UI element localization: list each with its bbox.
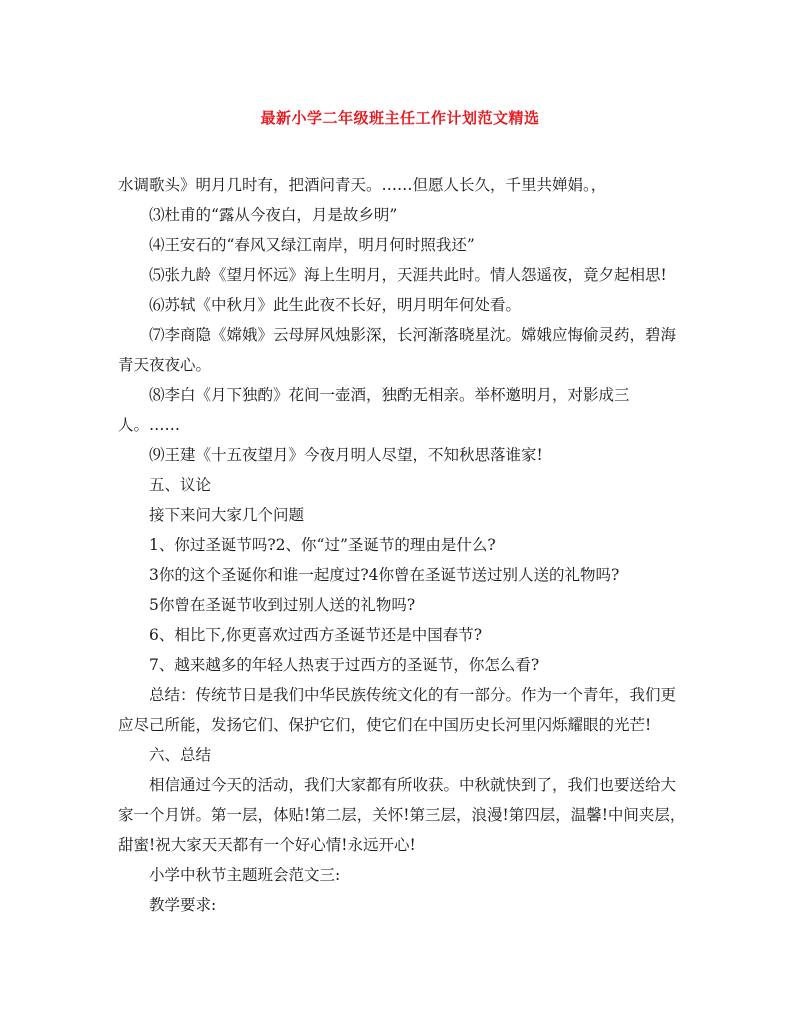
document-title: 最新小学二年级班主任工作计划范文精选 xyxy=(260,109,540,127)
paragraph-zhangjiuling: ⑸张九龄《望月怀远》海上生明月，天涯共此时。情人怨遥夜，竟夕起相思! xyxy=(149,266,667,284)
section-heading-discussion: 五、议论 xyxy=(149,476,212,494)
paragraph-wangjian: ⑼王建《十五夜望月》今夜月明人尽望，不知秋思落谁家! xyxy=(149,446,543,464)
question-3-4: 3你的这个圣诞你和谁一起度过?4你曾在圣诞节送过别人送的礼物吗? xyxy=(149,566,620,584)
document-body xyxy=(118,170,688,920)
section-heading-summary: 六、总结 xyxy=(149,746,212,764)
paragraph-sample-three-title: 小学中秋节主题班会范文三: xyxy=(149,866,341,884)
paragraph-questions-intro: 接下来问大家几个问题 xyxy=(149,506,305,524)
paragraph-libai: ⑻李白《月下独酌》花间一壶酒，独酌无相亲。举杯邀明月，对影成三人。…… xyxy=(118,386,630,434)
paragraph-sushi: ⑹苏轼《中秋月》此生此夜不长好，明月明年何处看。 xyxy=(149,296,522,314)
paragraph-wanganshi: ⑷王安石的“春风又绿江南岸，明月何时照我还” xyxy=(149,236,475,254)
paragraph-teaching-requirements: 教学要求: xyxy=(149,896,217,914)
paragraph-closing: 相信通过今天的活动，我们大家都有所收获。中秋就快到了，我们也要送给大家一个月饼。第一层，体贴!第二层，关怀!第三层，浪漫!第四层，温馨!中间夹层，甜蜜!祝大家天天都有一个好心情!永远开心! xyxy=(118,776,686,854)
paragraph-lishangyin: ⑺李商隐《嫦娥》云母屏风烛影深，长河渐落晓星沈。嫦娥应悔偷灵药，碧海青天夜夜心。 xyxy=(118,326,677,374)
question-6: 6、相比下,你更喜欢过西方圣诞节还是中国春节? xyxy=(149,626,483,644)
paragraph-dufu: ⑶杜甫的“露从今夜白，月是故乡明” xyxy=(149,206,398,224)
paragraph-poem-shuidiao: 水调歌头》明月几时有，把酒问青天。……但愿人长久，千里共婵娟。， xyxy=(118,176,607,194)
question-7: 7、越来越多的年轻人热衷于过西方的圣诞节，你怎么看? xyxy=(149,656,540,674)
question-1-2: 1、你过圣诞节吗?2、你“过”圣诞节的理由是什么? xyxy=(149,536,496,554)
paragraph-discussion-summary: 总结：传统节日是我们中华民族传统文化的有一部分。作为一个青年，我们更应尽己所能，发扬它们、保护它们，使它们在中国历史长河里闪烁耀眼的光芒! xyxy=(118,686,677,734)
question-5: 5你曾在圣诞节收到过别人送的礼物吗? xyxy=(149,596,416,614)
